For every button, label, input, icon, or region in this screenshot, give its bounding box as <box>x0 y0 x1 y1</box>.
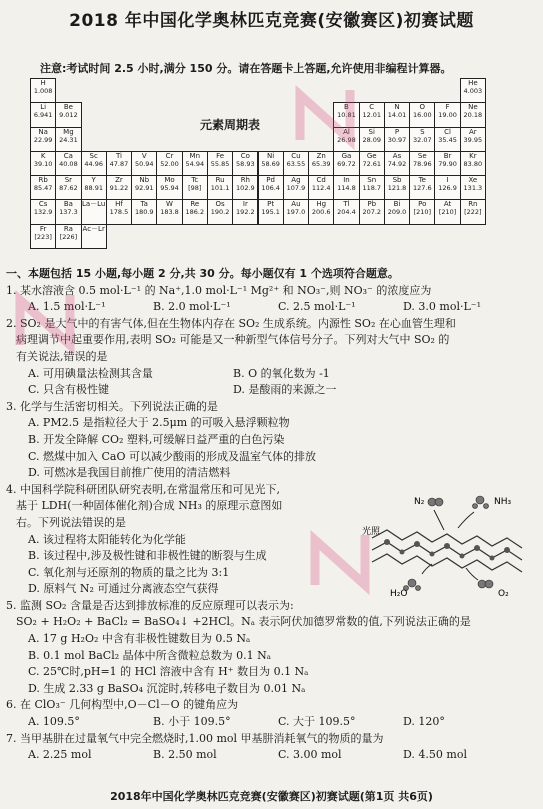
element-symbol: Li <box>40 103 47 112</box>
element-symbol: C <box>369 103 375 112</box>
options-row <box>6 299 536 316</box>
element-symbol: Tl <box>343 200 350 209</box>
element-cell <box>131 151 157 176</box>
periodic-table-title: 元素周期表 <box>200 118 261 132</box>
element-cell <box>434 127 460 152</box>
element-symbol: V <box>141 151 147 160</box>
element-symbol: Te <box>418 176 426 185</box>
element-symbol: Bi <box>393 200 401 209</box>
answer-option: B. 开发全降解 CO₂ 塑料,可缓解日益严重的白色污染 <box>28 432 285 446</box>
element-mass: 20.18 <box>463 111 483 120</box>
element-mass: 24.31 <box>59 135 78 144</box>
element-cell <box>30 224 56 249</box>
element-cell <box>460 78 486 103</box>
element-mass: 44.96 <box>84 159 103 168</box>
element-symbol: H <box>40 79 46 87</box>
answer-option: B. 2.50 mol <box>153 748 217 762</box>
element-symbol: Y <box>91 176 96 185</box>
element-symbol: Au <box>291 200 301 209</box>
question-stem: 病理调节中起重要作用,表明 SO₂ 可能是又一种新型气体信号分子。下列对大气中 SO₂ 的 <box>16 333 450 347</box>
element-mass: 35.45 <box>438 135 457 144</box>
element-cell <box>156 199 182 224</box>
element-mass: 30.97 <box>387 135 407 144</box>
options-row <box>6 366 536 383</box>
element-mass: 79.90 <box>438 159 457 168</box>
element-symbol: Be <box>63 103 73 112</box>
element-cell <box>30 78 56 103</box>
element-symbol: Po <box>418 200 427 209</box>
answer-option: B. O 的氧化数为 -1 <box>233 366 330 380</box>
question-3 <box>6 399 536 482</box>
element-mass: 92.91 <box>134 184 154 193</box>
element-mass: 47.87 <box>109 159 129 168</box>
element-mass: 22.99 <box>33 135 53 144</box>
answer-option: A. 2.25 mol <box>28 748 92 762</box>
element-cell <box>384 175 410 200</box>
element-symbol: Zn <box>316 151 326 160</box>
page-title: 2018 年中国化学奥林匹克竞赛(安徽赛区)初赛试题 <box>69 11 474 31</box>
element-cell <box>460 151 486 176</box>
element-cell <box>333 175 359 200</box>
answer-option: D. 可燃冰是我国目前推广使用的清洁燃料 <box>28 466 231 480</box>
element-cell <box>333 127 359 152</box>
question-stem: 6. 在 ClO₃⁻ 几何构型中,O－Cl－O 的键角应为 <box>6 698 239 712</box>
element-mass: 183.8 <box>160 208 179 217</box>
element-cell <box>258 151 284 176</box>
element-cell <box>81 151 107 176</box>
element-mass: 131.3 <box>463 184 483 193</box>
element-mass: 126.9 <box>438 184 457 193</box>
element-cell <box>409 102 435 127</box>
answer-option: D. 生成 2.33 g BaSO₄ 沉淀时,转移电子数目为 0.01 Nₐ <box>28 681 306 695</box>
element-symbol: Fe <box>216 151 225 160</box>
element-cell <box>460 127 486 152</box>
element-mass: 55.85 <box>210 159 230 168</box>
element-symbol: Pb <box>367 200 377 209</box>
element-cell <box>258 175 284 200</box>
element-mass: 6.941 <box>33 111 53 120</box>
answer-option: B. 小于 109.5° <box>153 715 231 729</box>
question-stem: 1. 某水溶液含 0.5 mol·L⁻¹ 的 Na⁺,1.0 mol·L⁻¹ Mg²⁺ 和 NO₃⁻,则 NO₃⁻ 的浓度应为 <box>6 283 432 297</box>
element-symbol: Mo <box>164 176 175 185</box>
element-mass: 102.9 <box>236 184 255 193</box>
element-cell <box>207 199 233 224</box>
element-cell <box>55 102 81 127</box>
answer-option: C. 3.00 mol <box>278 748 342 762</box>
element-mass: 40.08 <box>59 159 78 168</box>
element-cell <box>182 199 208 224</box>
element-cell <box>434 102 460 127</box>
element-cell <box>106 175 132 200</box>
element-symbol: Ra <box>63 224 73 233</box>
element-cell <box>55 151 81 176</box>
question-6 <box>6 697 536 730</box>
element-cell <box>409 151 435 176</box>
element-cell <box>156 151 182 176</box>
element-mass: 74.92 <box>387 159 407 168</box>
element-symbol: Se <box>417 151 427 160</box>
element-symbol: Na <box>38 127 48 136</box>
element-mass: [223] <box>34 232 52 241</box>
element-cell <box>359 102 385 127</box>
element-cell <box>55 175 81 200</box>
options-row <box>6 747 536 764</box>
element-symbol: Co <box>240 151 250 160</box>
element-cell <box>359 151 385 176</box>
n2-label: N₂ <box>414 497 425 507</box>
answer-option: D. 120° <box>403 715 445 729</box>
element-symbol: Rh <box>240 176 250 185</box>
answer-option: A. PM2.5 是指粒径大于 2.5μm 的可吸入悬浮颗粒物 <box>28 416 290 430</box>
options-row <box>6 714 536 731</box>
answer-option: D. 是酸雨的来源之一 <box>233 383 337 397</box>
element-symbol: Mn <box>189 151 201 160</box>
question-stem: 5. 监测 SO₂ 含量是否达到排放标准的反应原理可以表示为: <box>6 598 294 612</box>
element-symbol: Ti <box>115 151 122 160</box>
element-mass: 178.5 <box>109 208 129 217</box>
element-cell <box>30 102 56 127</box>
element-cell <box>106 199 132 224</box>
element-mass: 19.00 <box>438 111 457 120</box>
element-cell <box>30 151 56 176</box>
element-symbol: O <box>419 103 426 112</box>
element-mass: 200.6 <box>311 208 331 217</box>
element-mass: 118.7 <box>362 184 382 193</box>
nh3-label: NH₃ <box>494 497 512 507</box>
element-symbol: Ne <box>468 103 478 112</box>
element-symbol: Sn <box>367 176 377 185</box>
element-symbol: Cu <box>291 151 301 160</box>
element-cell <box>283 151 309 176</box>
element-cell <box>460 175 486 200</box>
element-symbol: Nb <box>139 176 150 185</box>
element-symbol: Sc <box>89 151 98 160</box>
question-stem: 2. SO₂ 是大气中的有害气体,但在生物体内存在 SO₂ 生成系统。内源性 SO₂ 在心血管生理和 <box>6 316 456 330</box>
page-footer: 2018年中国化学奥林匹克竞赛(安徽赛区)初赛试题(第1页 共6页) <box>110 790 433 803</box>
element-cell <box>30 199 56 224</box>
element-mass: 195.1 <box>261 208 280 217</box>
element-symbol: Pd <box>266 176 275 185</box>
element-mass: 95.94 <box>160 184 179 193</box>
question-2 <box>6 316 536 399</box>
element-symbol: Zr <box>115 176 123 185</box>
element-symbol: Ba <box>63 200 73 209</box>
element-mass: 197.0 <box>286 208 306 217</box>
element-cell <box>460 102 486 127</box>
answer-option: A. 109.5° <box>28 715 80 729</box>
question-5 <box>6 598 536 698</box>
element-cell <box>434 151 460 176</box>
element-mass: 204.4 <box>337 208 356 217</box>
element-mass: 9.012 <box>59 111 78 120</box>
light-label: 光照 <box>362 527 381 537</box>
question-stem: 4. 中国科学院科研团队研究表明,在常温常压和可见光下, <box>6 482 280 496</box>
element-mass: 28.09 <box>362 135 382 144</box>
element-symbol: Ir <box>242 200 248 209</box>
element-mass: 58.69 <box>261 159 280 168</box>
element-mass: 69.72 <box>337 159 356 168</box>
element-symbol: In <box>343 176 350 185</box>
element-symbol: Tc <box>191 176 199 185</box>
element-mass: 101.1 <box>210 184 230 193</box>
element-cell <box>359 175 385 200</box>
element-cell <box>232 199 258 224</box>
element-symbol: La－Lu <box>81 200 106 209</box>
element-symbol: Hf <box>115 200 123 209</box>
element-mass: 83.80 <box>463 159 483 168</box>
element-cell <box>384 199 410 224</box>
element-symbol: Sr <box>64 176 73 185</box>
element-mass: 114.8 <box>337 184 356 193</box>
nh3-synthesis-diagram <box>362 488 532 600</box>
section-heading: 一、本题包括 15 小题,每小题 2 分,共 30 分。每小题仅有 1 个选项符合题意。 <box>6 267 399 280</box>
element-symbol: Ac－Lr <box>82 224 105 233</box>
element-cell <box>81 175 107 200</box>
answer-option: B. 2.0 mol·L⁻¹ <box>153 300 231 314</box>
element-mass: 72.61 <box>362 159 382 168</box>
question-stem: 有关说法,错误的是 <box>16 349 108 363</box>
element-symbol: Ta <box>140 200 148 209</box>
element-cell <box>81 224 107 249</box>
element-symbol: Sb <box>392 176 402 185</box>
element-mass: 192.2 <box>236 208 255 217</box>
element-symbol: P <box>394 127 400 136</box>
element-cell <box>182 151 208 176</box>
element-mass: 10.81 <box>337 111 356 120</box>
element-symbol: W <box>166 200 173 209</box>
element-symbol: Ge <box>366 151 377 160</box>
element-mass: 4.003 <box>463 87 483 95</box>
element-cell <box>232 175 258 200</box>
element-mass: [226] <box>59 232 78 241</box>
element-symbol: Al <box>343 127 350 136</box>
element-mass: 132.9 <box>33 208 53 217</box>
element-cell <box>258 199 284 224</box>
element-mass: 54.94 <box>185 159 205 168</box>
element-symbol: Ga <box>341 151 352 160</box>
element-symbol: As <box>392 151 402 160</box>
element-cell <box>409 175 435 200</box>
element-symbol: Cl <box>444 127 451 136</box>
element-mass: 14.01 <box>387 111 407 120</box>
answer-option: C. 大于 109.5° <box>278 715 356 729</box>
element-symbol: Ni <box>267 151 275 160</box>
element-cell <box>359 127 385 152</box>
element-mass: 186.2 <box>185 208 205 217</box>
element-symbol: K <box>40 151 46 160</box>
element-cell <box>106 151 132 176</box>
element-cell <box>30 175 56 200</box>
answer-option: B. 0.1 mol BaCl₂ 晶体中所含微粒总数为 0.1 Nₐ <box>28 648 271 662</box>
element-cell <box>308 175 334 200</box>
element-cell <box>359 199 385 224</box>
element-cell <box>308 151 334 176</box>
element-cell <box>409 127 435 152</box>
element-cell <box>207 151 233 176</box>
element-symbol: Cd <box>316 176 326 185</box>
element-mass: 207.2 <box>362 208 382 217</box>
answer-option: C. 氧化剂与还原剂的物质的量之比为 3:1 <box>28 565 230 579</box>
element-symbol: Pt <box>267 200 275 209</box>
element-symbol: Si <box>368 127 375 136</box>
element-cell <box>55 127 81 152</box>
element-mass: 87.62 <box>59 184 78 193</box>
question-1 <box>6 283 536 316</box>
element-mass: 58.93 <box>236 159 255 168</box>
element-cell <box>283 175 309 200</box>
element-mass: 65.39 <box>311 159 331 168</box>
question-stem: SO₂ + H₂O₂ + BaCl₂ = BaSO₄↓ +2HCl。Nₐ 表示阿伏加德罗常数的值,下列说法正确的是 <box>16 615 471 629</box>
element-symbol: Os <box>215 200 225 209</box>
element-mass: 52.00 <box>160 159 179 168</box>
o2-label: O₂ <box>498 589 509 599</box>
element-mass: 127.6 <box>412 184 432 193</box>
element-mass: 39.10 <box>33 159 53 168</box>
element-mass: 1.008 <box>33 87 53 95</box>
element-cell <box>131 175 157 200</box>
element-mass: 91.22 <box>109 184 129 193</box>
element-cell <box>333 199 359 224</box>
element-mass: [210] <box>438 208 457 217</box>
question-7 <box>6 731 536 764</box>
element-mass: 26.98 <box>337 135 356 144</box>
element-cell <box>460 199 486 224</box>
element-symbol: Br <box>443 151 452 160</box>
answer-option: D. 原料气 N₂ 可通过分离液态空气获得 <box>28 582 219 596</box>
element-symbol: S <box>420 127 425 136</box>
element-symbol: Re <box>190 200 200 209</box>
element-cell <box>384 151 410 176</box>
answer-option: A. 可用碘量法检测其含量 <box>28 366 153 380</box>
answer-option: D. 4.50 mol <box>403 748 467 762</box>
element-mass: [210] <box>413 208 432 217</box>
question-stem: 右。下列说法错误的是 <box>16 515 126 529</box>
element-cell <box>409 199 435 224</box>
element-cell <box>207 175 233 200</box>
element-symbol: Cr <box>165 151 174 160</box>
question-stem: 7. 当甲基肼在过量氧气中完全燃烧时,1.00 mol 甲基肼消耗氧气的物质的量为 <box>6 731 384 745</box>
element-cell <box>55 199 81 224</box>
element-cell <box>81 199 107 224</box>
question-stem: 基于 LDH(一种固体催化剂)合成 NH₃ 的原理示意图如 <box>16 499 283 513</box>
element-mass: 106.4 <box>261 184 280 193</box>
element-symbol: Ru <box>215 176 225 185</box>
element-mass: 39.95 <box>463 135 483 144</box>
element-cell <box>434 175 460 200</box>
element-symbol: B <box>344 103 349 112</box>
answer-option: A. 17 g H₂O₂ 中含有非极性键数目为 0.5 Nₐ <box>28 632 251 646</box>
element-symbol: F <box>445 103 450 112</box>
answer-option: D. 3.0 mol·L⁻¹ <box>403 300 481 314</box>
element-cell <box>434 199 460 224</box>
ldh-catalyst-chain <box>372 530 522 572</box>
element-symbol: Ca <box>63 151 73 160</box>
element-symbol: Mg <box>63 127 74 136</box>
element-symbol: At <box>443 200 452 209</box>
element-mass: 121.8 <box>387 184 407 193</box>
element-mass: 50.94 <box>134 159 154 168</box>
element-symbol: Fr <box>39 224 47 233</box>
element-mass: 137.3 <box>59 208 78 217</box>
exam-notice: 注意:考试时间 2.5 小时,满分 150 分。请在答题卡上答题,允许使用非编程计算器。 <box>40 62 452 75</box>
element-mass: 88.91 <box>84 184 103 193</box>
element-cell <box>384 102 410 127</box>
element-cell <box>384 127 410 152</box>
element-mass: 180.9 <box>134 208 154 217</box>
answer-option: C. 只含有极性键 <box>28 383 110 397</box>
element-symbol: Cs <box>38 200 48 209</box>
element-symbol: Xe <box>468 176 478 185</box>
element-cell <box>232 151 258 176</box>
element-symbol: Rb <box>38 176 48 185</box>
element-symbol: Ar <box>469 127 477 136</box>
answer-option: B. 该过程中,涉及极性键和非极性键的断裂与生成 <box>28 549 267 563</box>
element-mass: 209.0 <box>387 208 407 217</box>
element-cell <box>156 175 182 200</box>
element-cell <box>283 199 309 224</box>
element-cell <box>30 127 56 152</box>
element-symbol: Ag <box>291 176 301 185</box>
element-symbol: N <box>394 103 400 112</box>
element-symbol: I <box>446 176 449 185</box>
answer-option: A. 1.5 mol·L⁻¹ <box>28 300 106 314</box>
element-cell <box>333 102 359 127</box>
element-cell <box>182 175 208 200</box>
element-cell <box>55 224 81 249</box>
element-mass: 85.47 <box>33 184 53 193</box>
element-mass: 63.55 <box>286 159 306 168</box>
element-symbol: Rn <box>468 200 478 209</box>
periodic-table <box>30 78 485 248</box>
answer-option: A. 该过程将太阳能转化为化学能 <box>28 532 186 546</box>
element-mass: 16.00 <box>412 111 432 120</box>
element-cell <box>333 151 359 176</box>
answer-option: C. 25℃时,pH=1 的 HCl 溶液中含有 H⁺ 数目为 0.1 Nₐ <box>28 665 309 679</box>
element-mass: 32.07 <box>412 135 432 144</box>
element-mass: 190.2 <box>210 208 230 217</box>
element-cell <box>308 199 334 224</box>
answer-option: C. 燃煤中加入 CaO 可以减少酸雨的形成及温室气体的排放 <box>28 449 317 463</box>
element-mass: 107.9 <box>286 184 306 193</box>
element-symbol: Hg <box>316 200 327 209</box>
element-mass: 78.96 <box>412 159 432 168</box>
answer-option: C. 2.5 mol·L⁻¹ <box>278 300 356 314</box>
element-cell <box>131 199 157 224</box>
element-mass: [98] <box>188 184 202 193</box>
options-row <box>6 382 536 399</box>
element-mass: 12.01 <box>362 111 382 120</box>
element-symbol: He <box>468 79 478 87</box>
reaction-arrows <box>422 510 478 580</box>
h2o-label: H₂O <box>390 589 408 599</box>
question-stem: 3. 化学与生活密切相关。下列说法正确的是 <box>6 399 218 413</box>
element-symbol: Kr <box>469 151 477 160</box>
element-mass: [222] <box>464 208 482 217</box>
element-mass: 112.4 <box>311 184 331 193</box>
catalyst-atoms <box>384 539 510 561</box>
